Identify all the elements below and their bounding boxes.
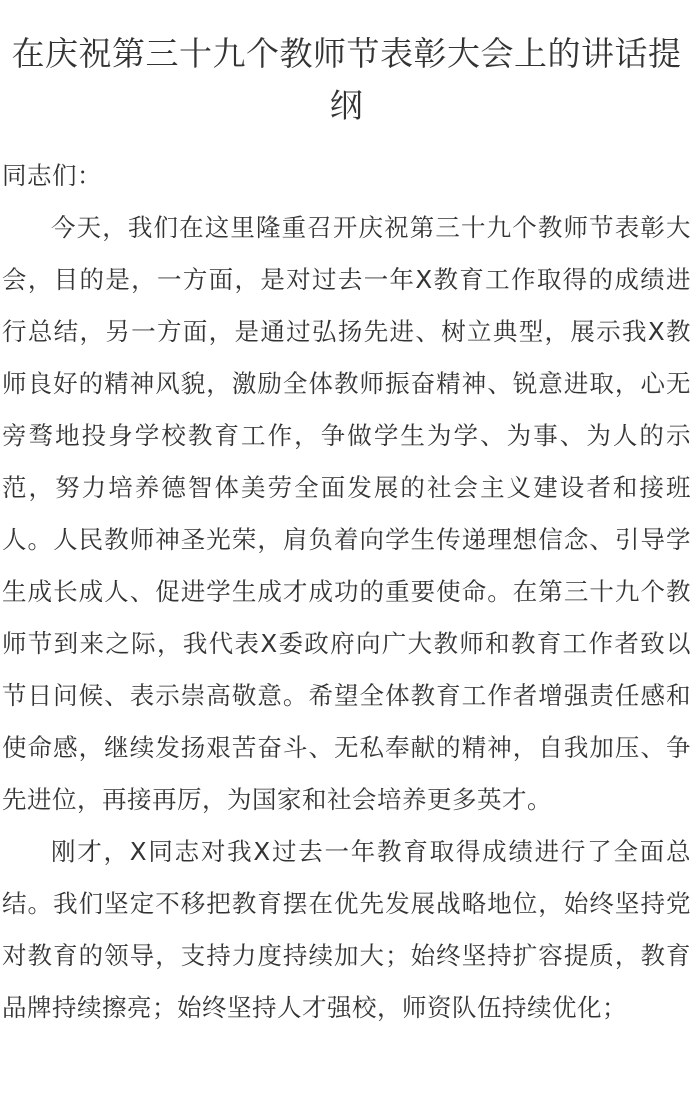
document-title: 在庆祝第三十九个教师节表彰大会上的讲话提纲: [11, 34, 682, 125]
paragraph: 刚才，X同志对我X过去一年教育取得成绩进行了全面总结。我们坚定不移把教育摆在优先发展战略地位，始终坚持党对教育的领导，支持力度持续加大；始终坚持扩容提质，教育品牌持续擦亮；始终坚持人才强校，师资队伍持续优化；: [2, 837, 691, 1022]
document-body: [2, 161, 691, 1058]
salutation: 同志们：: [2, 161, 102, 190]
paragraph: 今天，我们在这里隆重召开庆祝第三十九个教师节表彰大会，目的是，一方面，是对过去一年X教育工作取得的成绩进行总结，另一方面，是通过弘扬先进、树立典型，展示我X教师良好的精神风貌，激励全体教师振奋精神、锐意进取，心无旁骛地投身学校教育工作，争做学生为学、为事、为人的示范，努力培养德智体美劳全面发展的社会主义建设者和接班人。人民教师神圣光荣，肩负着向学生传递理想信念、引导学生成长成人、促进学生成才成功的重要使命。在第三十九个教师节到来之际，我代表X委政府向广大教师和教育工作者致以节日问候、表示崇高敬意。希望全体教育工作者增强责任感和使命感，继续发扬艰苦奋斗、无私奉献的精神，自我加压、争先进位，再接再厉，为国家和社会培养更多英才。: [2, 213, 691, 814]
